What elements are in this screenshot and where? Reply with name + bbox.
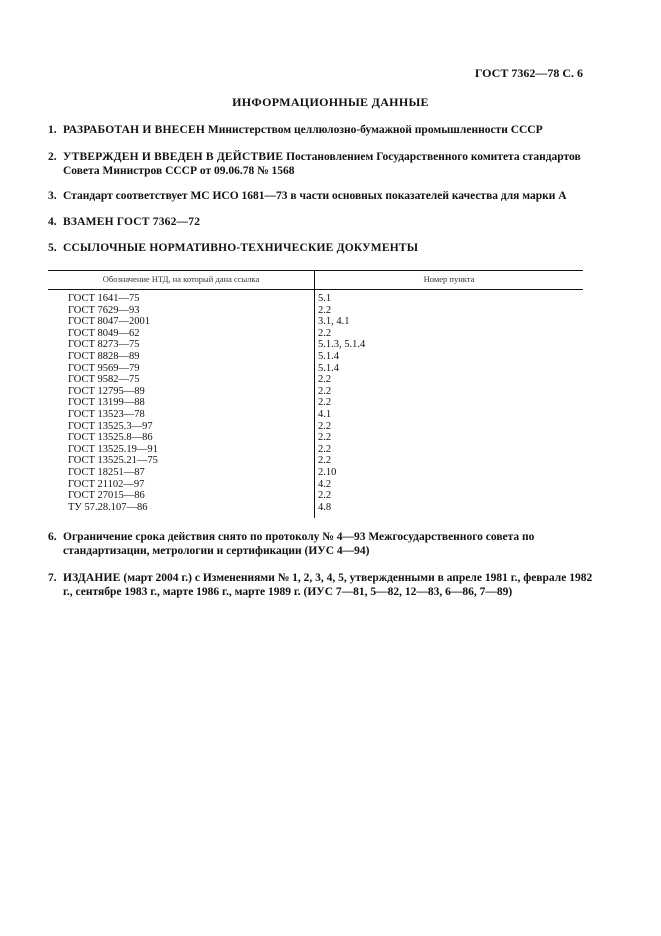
item-lead: ВЗАМЕН ГОСТ 7362—72 <box>63 216 201 228</box>
table-row <box>48 467 583 479</box>
cell-document: ГОСТ 13199—88 <box>68 397 145 409</box>
cell-clause: 4.8 <box>318 501 332 513</box>
table-row <box>48 444 583 456</box>
cell-clause: 5.1.4 <box>318 350 339 362</box>
table-row <box>48 455 583 467</box>
cell-clause: 2.2 <box>318 443 332 455</box>
item-lead: УТВЕРЖДЕН И ВВЕДЕН В ДЕЙСТВИЕ <box>63 151 284 163</box>
reference-table <box>48 270 583 513</box>
item-lead: ИЗДАНИЕ <box>63 572 121 584</box>
cell-clause: 5.1.4 <box>318 362 339 374</box>
cell-clause: 2.2 <box>318 432 332 444</box>
item-lead: ССЫЛОЧНЫЕ НОРМАТИВНО-ТЕХНИЧЕСКИЕ ДОКУМЕНТЫ <box>63 242 419 254</box>
cell-document: ГОСТ 12795—89 <box>68 385 145 397</box>
cell-clause: 2.2 <box>318 490 332 502</box>
cell-document: ГОСТ 13525.3—97 <box>68 420 153 432</box>
cell-document: ГОСТ 1641—75 <box>68 293 140 304</box>
cell-document: ГОСТ 13525.19—91 <box>68 443 158 455</box>
item-number: 7. <box>48 572 57 584</box>
item-number: 6. <box>48 531 57 543</box>
item-text: (март 2004 г.) с Изменениями № 1, 2, 3, 4, 5, утвержденными в апреле 1981 г., феврале 1982 г., сентябре 1983 г., марте 1986 г., марте 1989 г. (ИУС 7—81, 5—82, 12—83, 6—86, 7—89) <box>63 572 593 598</box>
table-row <box>48 479 583 491</box>
cell-document: ГОСТ 8047—2001 <box>68 316 151 328</box>
column-header-clause: Номер пункта <box>423 274 475 284</box>
cell-clause: 2.2 <box>318 420 332 432</box>
cell-clause: 5.1.3, 5.1.4 <box>318 339 366 351</box>
cell-document: ГОСТ 27015—86 <box>68 490 145 502</box>
cell-clause: 2.2 <box>318 385 332 397</box>
cell-document: ГОСТ 8049—62 <box>68 327 140 339</box>
cell-clause: 2.10 <box>318 466 337 478</box>
cell-clause: 4.1 <box>318 408 332 420</box>
info-item-6 <box>48 530 593 558</box>
page-title: ИНФОРМАЦИОННЫЕ ДАННЫЕ <box>232 95 429 109</box>
table-row <box>48 293 583 305</box>
table-row <box>48 490 583 502</box>
item-text: Стандарт соответствует МС ИСО 1681—73 в части основных показателей качества для марки А <box>63 190 567 202</box>
table-row <box>48 351 583 363</box>
table-row <box>48 421 583 433</box>
cell-clause: 2.2 <box>318 327 332 339</box>
cell-document: ГОСТ 13525.8—86 <box>68 432 153 444</box>
cell-document: ГОСТ 8828—89 <box>68 350 140 362</box>
table-row <box>48 397 583 409</box>
table-header <box>48 270 583 290</box>
info-item-2 <box>48 150 593 178</box>
table-row <box>48 409 583 421</box>
cell-document: ГОСТ 18251—87 <box>68 466 145 478</box>
cell-document: ГОСТ 7629—93 <box>68 304 140 316</box>
cell-document: ГОСТ 9569—79 <box>68 362 140 374</box>
cell-clause: 5.1 <box>318 293 332 304</box>
item-number: 2. <box>48 151 57 163</box>
page-header-code: ГОСТ 7362—78 С. 6 <box>474 66 583 80</box>
cell-clause: 2.2 <box>318 374 332 386</box>
item-text: Министерством целлюлозно-бумажной промышленности СССР <box>205 124 543 136</box>
item-number: 3. <box>48 190 57 202</box>
info-item-7 <box>48 571 593 599</box>
item-lead: РАЗРАБОТАН И ВНЕСЕН <box>63 124 206 136</box>
table-row <box>48 328 583 340</box>
table-row <box>48 305 583 317</box>
table-row <box>48 316 583 328</box>
item-number: 1. <box>48 124 57 136</box>
cell-clause: 2.2 <box>318 455 332 467</box>
info-item-1 <box>48 123 593 137</box>
cell-clause: 2.2 <box>318 397 332 409</box>
cell-document: ГОСТ 13523—78 <box>68 408 145 420</box>
item-text: Ограничение срока действия снято по протоколу № 4—93 Межгосударственного совета по стандартизации, метрологии и сертификации (ИУС 4—94) <box>63 531 535 557</box>
cell-document: ГОСТ 9582—75 <box>68 374 140 386</box>
cell-clause: 2.2 <box>318 304 332 316</box>
column-header-document: Обозначение НТД, на который дана ссылка <box>102 274 260 284</box>
cell-document: ГОСТ 21102—97 <box>68 478 145 490</box>
table-row <box>48 374 583 386</box>
item-number: 5. <box>48 242 57 254</box>
cell-clause: 4.2 <box>318 478 332 490</box>
info-item-5 <box>48 241 593 255</box>
table-row <box>48 386 583 398</box>
cell-clause: 3.1, 4.1 <box>318 316 350 328</box>
table-row <box>48 363 583 375</box>
info-item-3 <box>48 189 593 203</box>
item-text: Постановлением Государственного комитета стандартов Совета Министров СССР от 09.06.78 № 1568 <box>63 151 581 177</box>
table-row <box>48 432 583 444</box>
table-body <box>48 290 583 513</box>
cell-document: ТУ 57.28.107—86 <box>68 501 148 513</box>
item-number: 4. <box>48 216 57 228</box>
table-row <box>48 339 583 351</box>
info-item-4 <box>48 215 593 229</box>
cell-document: ГОСТ 8273—75 <box>68 339 140 351</box>
table-row <box>48 502 583 514</box>
cell-document: ГОСТ 13525.21—75 <box>68 455 158 467</box>
